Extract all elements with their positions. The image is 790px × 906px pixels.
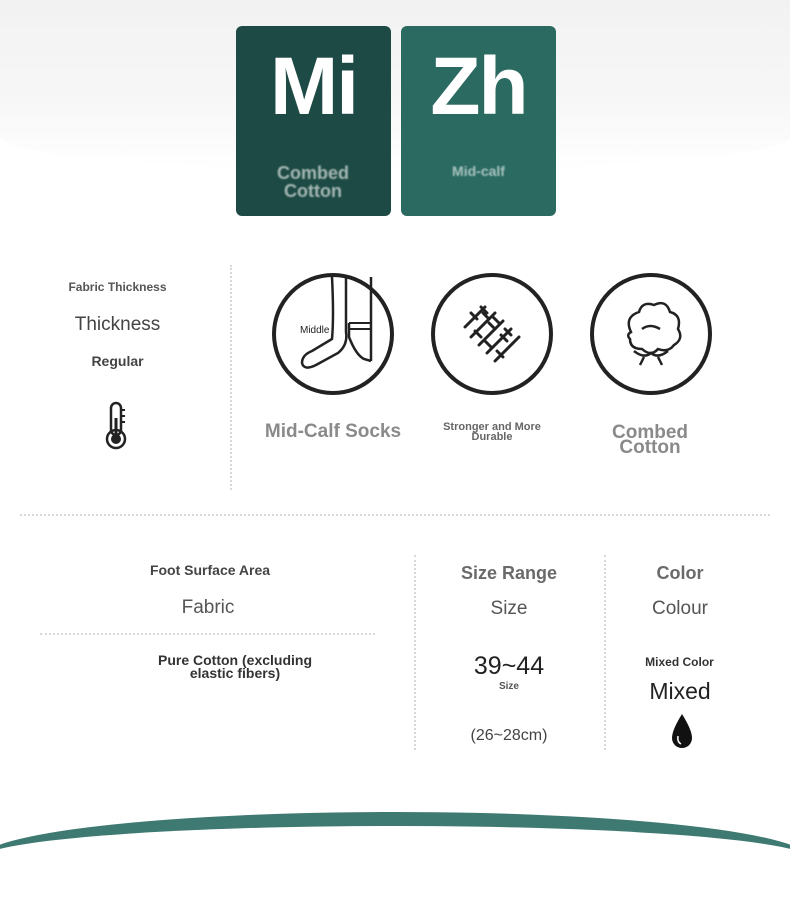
divider-vertical	[230, 265, 232, 490]
thickness-label: Thickness	[74, 314, 161, 335]
caption-combed-cotton: Combed Cotton	[612, 422, 688, 458]
fabric-thickness-title: Fabric Thickness	[68, 280, 167, 294]
cotton-icon	[594, 277, 708, 391]
foot-surface-label: Fabric	[181, 597, 235, 618]
tile-mi-letters: Mi	[269, 41, 358, 132]
size-label: Size	[490, 598, 528, 619]
size-value-unit: Size	[498, 681, 519, 692]
top-background	[0, 0, 790, 170]
bottom-curve	[0, 812, 790, 906]
size-value: 39~44	[473, 652, 545, 680]
color-title: Color	[656, 563, 704, 583]
sock-icon	[276, 277, 390, 391]
caption-durable: Stronger and More Durable	[443, 421, 541, 443]
divider-size	[414, 555, 416, 750]
tile-zh	[401, 26, 556, 216]
color-value-small: Mixed Color	[645, 655, 714, 669]
caption-mid-calf-socks: Mid-Calf Socks	[264, 421, 402, 442]
sock-icon-label: Middle	[300, 325, 330, 336]
divider-foot-surface	[40, 633, 375, 635]
thickness-value: Regular	[91, 353, 144, 369]
drop-icon	[670, 712, 694, 750]
foot-surface-title: Foot Surface Area	[149, 562, 271, 578]
tile-mi	[236, 26, 391, 216]
tile-zh-letters: Zh	[430, 41, 527, 132]
tile-mi-subtitle: Combed Cotton	[277, 163, 349, 201]
feature-cotton	[590, 273, 712, 395]
weave-icon	[435, 277, 549, 391]
divider-color	[604, 555, 606, 750]
foot-surface-value: Pure Cotton (excluding elastic fibers)	[158, 652, 312, 681]
colour-label: Colour	[652, 598, 708, 619]
size-range-title: Size Range	[460, 563, 558, 583]
feature-weave	[431, 273, 553, 395]
thermometer-icon	[101, 400, 131, 452]
divider-horizontal	[20, 514, 770, 516]
size-cm: (26~28cm)	[470, 727, 548, 744]
feature-sock	[272, 273, 394, 395]
color-value: Mixed	[649, 678, 711, 704]
tile-zh-subtitle: Mid-calf	[452, 163, 505, 179]
